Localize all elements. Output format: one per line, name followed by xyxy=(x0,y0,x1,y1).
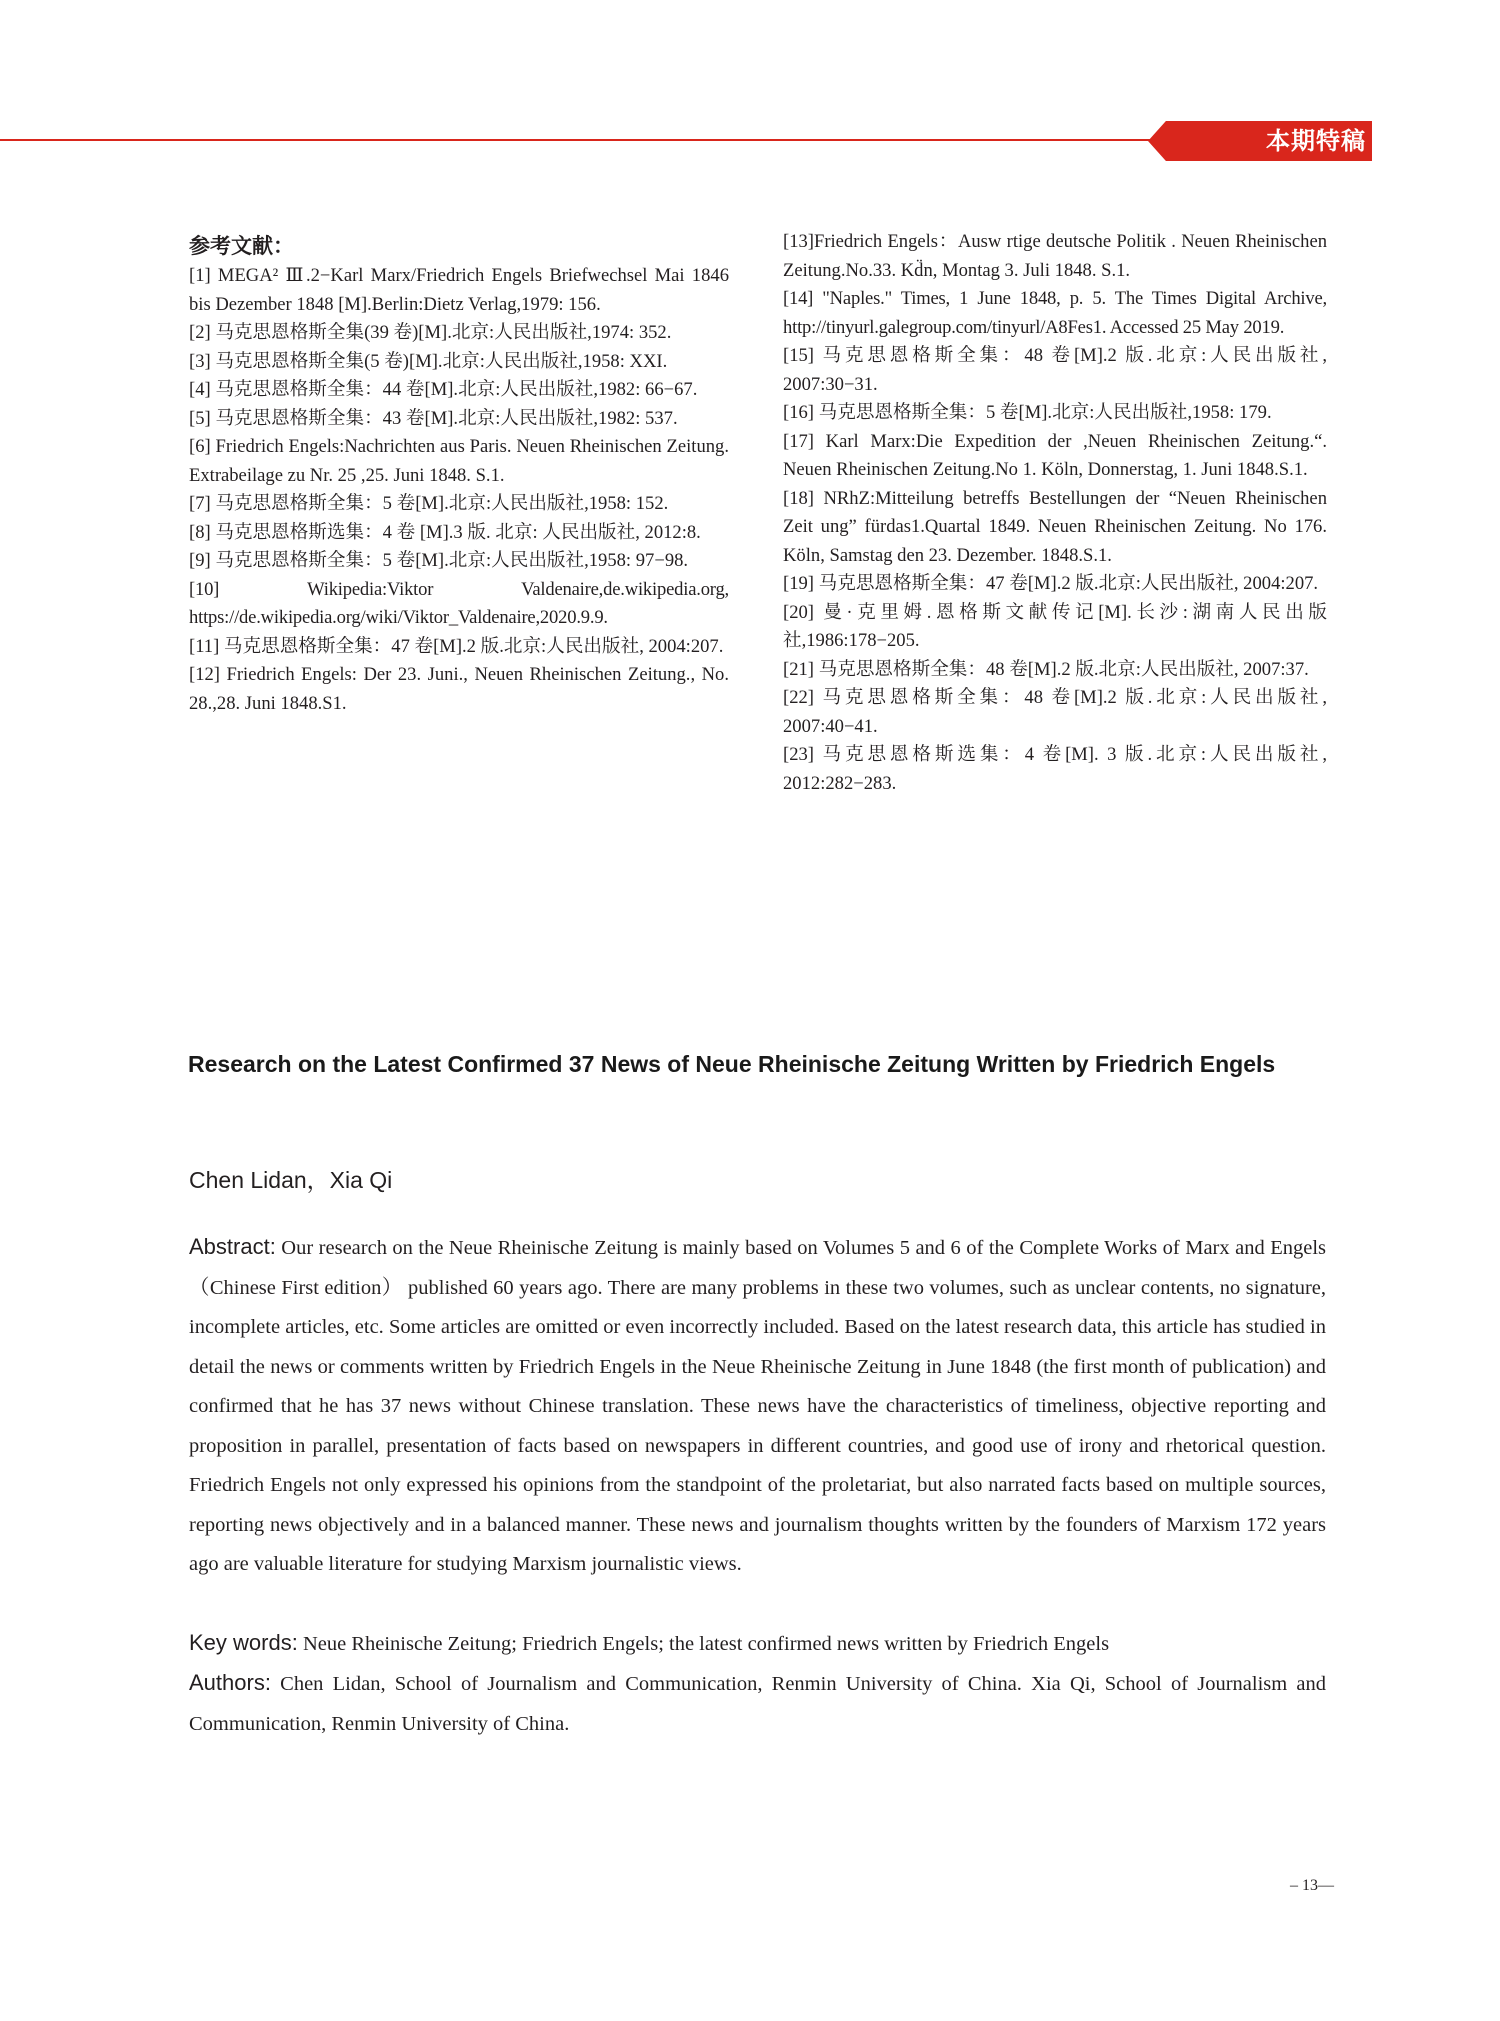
reference-item: [3] 马克思恩格斯全集(5 卷)[M].北京:人民出版社,1958: XXI. xyxy=(189,350,668,372)
keywords-text: Neue Rheinische Zeitung; Friedrich Engels; the latest confirmed news written by Friedrich Engels xyxy=(302,1633,1110,1655)
references-right-column xyxy=(783,228,1327,798)
reference-item: [11] 马克思恩格斯全集：47 卷[M].2 版.北京:人民出版社, 2004:207. xyxy=(189,635,724,657)
reference-item: [5] 马克思恩格斯全集：43 卷[M].北京:人民出版社,1982: 537. xyxy=(189,407,678,429)
reference-item: [21] 马克思恩格斯全集：48 卷[M].2 版.北京:人民出版社, 2007:37. xyxy=(783,658,1309,680)
reference-item: [7] 马克思恩格斯全集：5 卷[M].北京:人民出版社,1958: 152. xyxy=(189,493,669,514)
abstract-label: Abstract: xyxy=(189,1234,276,1259)
abstract xyxy=(189,1227,1326,1585)
reference-item: [9] 马克思恩格斯全集：5 卷[M].北京:人民出版社,1958: 97−98. xyxy=(189,550,689,571)
reference-item: [6] Friedrich Engels:Nachrichten aus Paris. Neuen Rheinischen Zeitung. Extrabeilage zu Nr. 25 ,25. Juni 1848. S.1. xyxy=(189,436,729,486)
reference-item: [18] NRhZ:Mitteilung betreffs Bestellungen der “Neuen Rheinischen Zeit ung” fürdas1.Quartal 1849. Neuen Rheinischen Zeitung. No 176. Köln, Samstag den 23. Dezember. 1848.S.1. xyxy=(783,487,1327,566)
reference-item: [10] Wikipedia:Viktor Valdenaire,de.wikipedia.org, https://de.wikipedia.org/wiki/Viktor_Valdenaire,2020.9.9. xyxy=(189,578,729,628)
keywords xyxy=(189,1623,1326,1665)
reference-item: [4] 马克思恩格斯全集：44 卷[M].北京:人民出版社,1982: 66−67. xyxy=(189,379,698,400)
reference-item: [2] 马克思恩格斯全集(39 卷)[M].北京:人民出版社,1974: 352. xyxy=(189,322,672,343)
page-number: – 13— xyxy=(1290,1877,1334,1894)
reference-item: [16] 马克思恩格斯全集：5 卷[M].北京:人民出版社,1958: 179. xyxy=(783,402,1272,423)
author-affiliations xyxy=(189,1663,1326,1744)
keywords-label: Key words: xyxy=(189,1630,298,1655)
reference-item: [14] "Naples." Times, 1 June 1848, p. 5. The Times Digital Archive, http://tinyurl.galegroup.com/tinyurl/A8Fes1. Accessed 25 May 2019. xyxy=(783,288,1327,338)
abstract-text: Our research on the Neue Rheinische Zeitung is mainly based on Volumes 5 and 6 of the Complete Works of Marx and Engels（Chinese First edition） published 60 years ago. There are many problems in these two volumes, such as unclear contents, no signature, incomplete articles, etc. Some articles are omitted or even incorrectly included. Based on the latest research data, this article has studied in detail the news or comments written by Friedrich Engels in the Neue Rheinische Zeitung in June 1848 (the first month of publication) and confirmed that he has 37 news without Chinese translation. These news have the characteristics of timeliness, objective reporting and proposition in parallel, presentation of facts based on newspapers in different countries, and good use of irony and rhetorical question. Friedrich Engels not only expressed his opinions from the standpoint of the proletariat, but also narrated facts based on multiple sources, reporting news objectively and in a balanced manner. These news and journalism thoughts written by the founders of Marxism 172 years ago are valuable literature for studying Marxism journalistic views. xyxy=(189,1237,1326,1575)
article-authors: Chen Lidan，Xia Qi xyxy=(189,1167,393,1193)
authors-text: Chen Lidan, School of Journalism and Communication, Renmin University of China. Xia Qi, School of Journalism and Communication, Renmin University of China. xyxy=(189,1673,1327,1735)
reference-item: [1] MEGA² Ⅲ.2−Karl Marx/Friedrich Engels Briefwechsel Mai 1846 bis Dezember 1848 [M].Berlin:Dietz Verlag,1979: 156. xyxy=(189,265,729,315)
article-title: Research on the Latest Confirmed 37 News of Neue Rheinische Zeitung Written by Friedrich Engels xyxy=(188,1051,1276,1077)
reference-item: [22] 马克思恩格斯全集：48 卷[M].2 版.北京:人民出版社, 2007:40−41. xyxy=(783,687,1327,737)
reference-item: [12] Friedrich Engels: Der 23. Juni., Neuen Rheinischen Zeitung., No. 28.,28. Juni 1848.S1. xyxy=(189,664,729,714)
authors-label: Authors: xyxy=(189,1670,271,1695)
reference-item: [19] 马克思恩格斯全集：47 卷[M].2 版.北京:人民出版社, 2004:207. xyxy=(783,573,1319,594)
reference-item: [15] 马克思恩格斯全集：48 卷[M].2 版.北京:人民出版社, 2007:30−31. xyxy=(783,345,1327,395)
references-heading: 参考文献： xyxy=(189,234,294,258)
header-rule xyxy=(0,139,1168,141)
reference-item: [23] 马克思恩格斯选集：4 卷[M]. 3 版.北京:人民出版社, 2012:282−283. xyxy=(783,744,1327,794)
reference-item: [20] 曼·克里姆.恩格斯文献传记[M].长沙:湖南人民出版社,1986:178−205. xyxy=(783,601,1327,651)
section-tag: 本期特稿 xyxy=(1266,127,1366,155)
references-left-column xyxy=(189,262,729,718)
reference-item: [8] 马克思恩格斯选集：4 卷 [M].3 版. 北京: 人民出版社, 2012:8. xyxy=(189,521,701,543)
reference-item: [17] Karl Marx:Die Expedition der ,Neuen Rheinischen Zeitung.“. Neuen Rheinischen Zeitung.No 1. Köln, Donnerstag, 1. Juni 1848.S.1. xyxy=(783,430,1327,480)
reference-item: [13]Friedrich Engels：Ausw rtige deutsche Politik . Neuen Rheinischen Zeitung.No.33. Kd̈n, Montag 3. Juli 1848. S.1. xyxy=(783,231,1327,281)
